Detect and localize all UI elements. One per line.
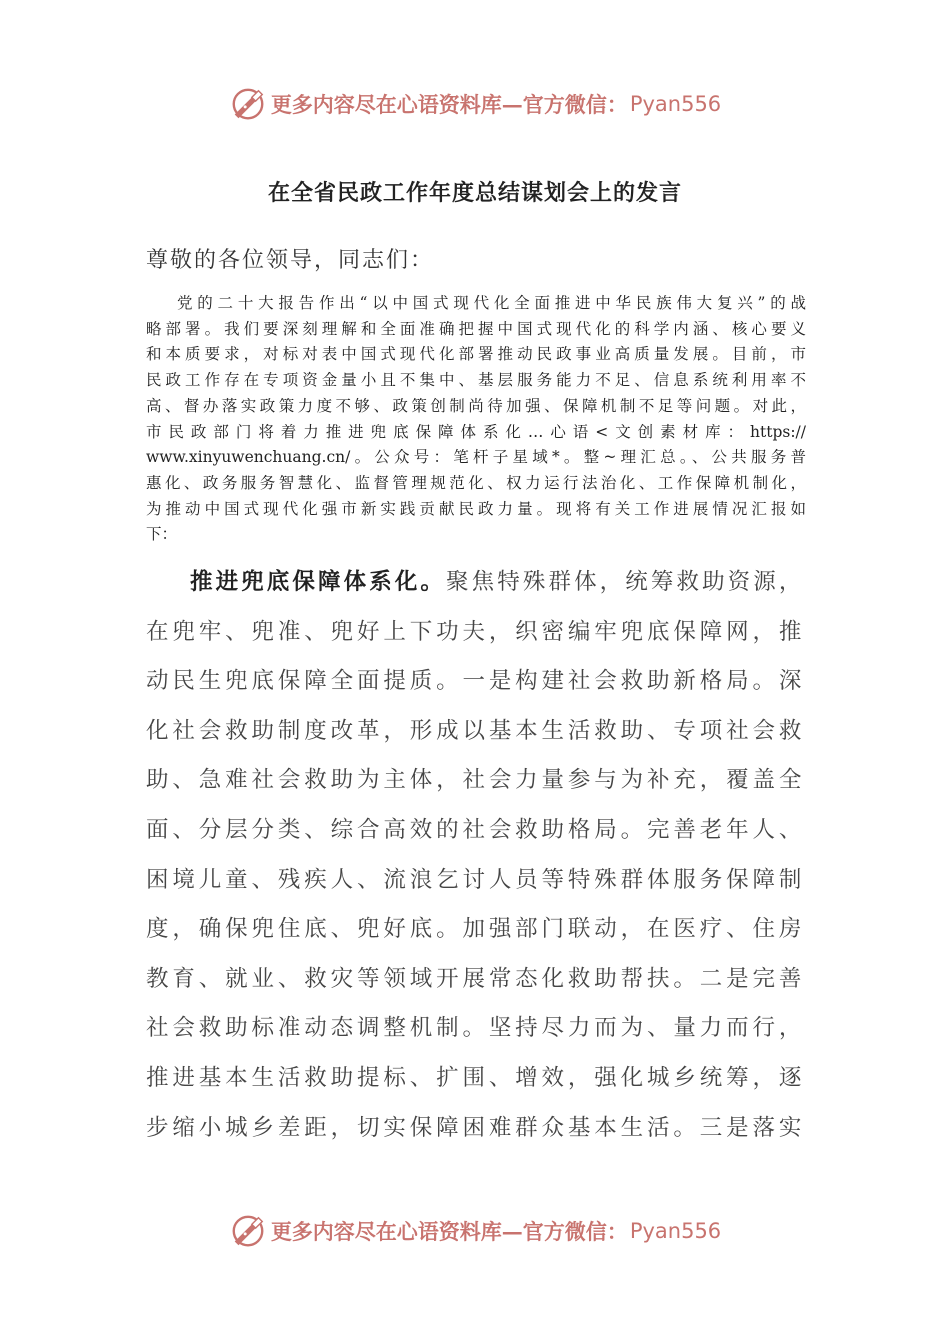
- intro-paragraph: [146, 291, 806, 548]
- salutation: 尊敬的各位领导，同志们：: [146, 248, 435, 273]
- intro-line: 惠化、政务服务智慧化、监督管理规范化、权力运行法治化、工作保障机制化，: [146, 473, 806, 492]
- body-line: 助、急难社会救助为主体，社会力量参与为补充，覆盖全: [146, 767, 804, 794]
- body-line: 教育、就业、救灾等领域开展常态化救助帮扶。二是完善: [146, 965, 804, 992]
- intro-line: 党的二十大报告作出“以中国式现代化全面推进中华民族伟大复兴”的战: [177, 294, 806, 312]
- banner-wechat-id: Pyan556: [629, 1219, 722, 1243]
- body-line: 面、分层分类、综合高效的社会救助格局。完善老年人、: [146, 816, 804, 843]
- body-first-line-text: 聚焦特殊群体，统筹救助资源，: [446, 569, 804, 595]
- body-line: 推进基本生活救助提标、扩围、增效，强化城乡统筹，逐: [146, 1064, 804, 1091]
- body-line: 化社会救助制度改革，形成以基本生活救助、专项社会救: [146, 717, 804, 744]
- body-line: 困境儿童、残疾人、流浪乞讨人员等特殊群体服务保障制: [146, 866, 804, 893]
- body-line: 动民生兜底保障全面提质。一是构建社会救助新格局。深: [146, 668, 804, 695]
- intro-line: 和本质要求，对标对表中国式现代化部署推动民政事业高质量发展。目前，市: [146, 345, 806, 364]
- body-section: [146, 558, 804, 1153]
- banner-text: 更多内容尽在心语资料库—官方微信：: [270, 92, 628, 117]
- intro-line: 下：: [146, 525, 178, 544]
- intro-line: 市民政部门将着力推进兜底保障体系化…心语<文创素材库：https://: [146, 422, 806, 441]
- intro-line: 略部署。我们要深刻理解和全面准确把握中国式现代化的科学内涵、核心要义: [146, 319, 806, 338]
- document-title: 在全省民政工作年度总结谋划会上的发言: [267, 180, 682, 206]
- banner-wechat-id: Pyan556: [629, 92, 722, 116]
- intro-line: 高、督办落实政策力度不够、政策创制尚待加强、保障机制不足等问题。对此，: [146, 396, 806, 415]
- body-line: 步缩小城乡差距，切实保障困难群众基本生活。三是落实: [146, 1114, 804, 1141]
- intro-line: www.xinyuwenchuang.cn/。公众号：笔杆子星域*。整~理汇总。、公共服务普: [146, 448, 806, 467]
- body-line: 度，确保兜住底、兜好底。加强部门联动，在医疗、住房: [146, 916, 804, 943]
- body-first-line: [146, 558, 804, 608]
- footer-watermark-banner: [0, 1211, 950, 1251]
- intro-line: 民政工作存在专项资金量小且不集中、基层服务能力不足、信息系统利用率不: [146, 371, 806, 390]
- body-line: 在兜牢、兜准、兜好上下功夫，织密编牢兜底保障网，推: [146, 618, 804, 645]
- body-line: 社会救助标准动态调整机制。坚持尽力而为、量力而行，: [146, 1015, 804, 1042]
- pen-nib-logo-icon: [229, 1212, 267, 1250]
- banner-text: 更多内容尽在心语资料库—官方微信：: [270, 1219, 628, 1244]
- header-watermark-banner: [0, 84, 950, 124]
- section-heading: 推进兜底保障体系化。: [190, 569, 447, 595]
- pen-nib-logo-icon: [229, 85, 267, 123]
- intro-line: 为推动中国式现代化强市新实践贡献民政力量。现将有关工作进展情况汇报如: [146, 499, 806, 518]
